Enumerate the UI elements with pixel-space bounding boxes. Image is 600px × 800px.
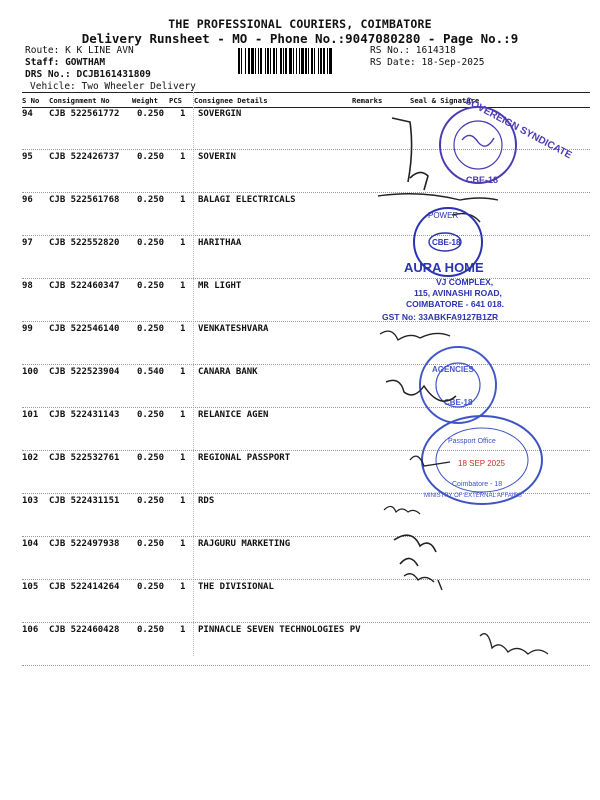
row-consignee: REGIONAL PASSPORT	[198, 453, 291, 463]
barcode-bar	[241, 48, 242, 74]
row-consignment: CJB 522431151	[49, 496, 120, 506]
row-sno: 94	[22, 109, 33, 119]
row-consignment: CJB 522523904	[49, 367, 120, 377]
col-consignee: Consignee Details	[194, 96, 268, 105]
table-row	[22, 150, 590, 193]
row-consignee: BALAGI ELECTRICALS	[198, 195, 296, 205]
col-remarks: Remarks	[352, 96, 383, 105]
row-weight: 0.250	[137, 453, 165, 463]
row-consignee: HARITHAA	[198, 238, 242, 248]
passport-stamp-ministry: MINISTRY OF EXTERNAL AFFAIRS	[424, 493, 522, 499]
row-pcs: 1	[180, 367, 186, 377]
row-weight: 0.250	[137, 582, 165, 592]
barcode-bar	[296, 48, 297, 74]
sovereign-stamp-code: CBE-18	[466, 175, 499, 185]
table-row	[22, 322, 590, 365]
row-pcs: 1	[180, 109, 186, 119]
agency-stamp-ring: AGENCIES	[432, 365, 474, 374]
row-sno: 101	[22, 410, 39, 420]
table-row	[22, 494, 590, 537]
barcode-bar	[293, 48, 294, 74]
runsheet-title: Delivery Runsheet - MO - Phone No.:9047080280 - Page No.:9	[81, 31, 519, 46]
col-sno: S No	[22, 96, 40, 105]
rs-no-value: 1614318	[415, 45, 456, 56]
barcode-bar	[258, 48, 259, 74]
row-consignment: CJB 522552820	[49, 238, 120, 248]
barcode-graphic	[238, 48, 366, 74]
route-line	[25, 45, 134, 57]
row-weight: 0.250	[137, 109, 165, 119]
sovereign-stamp-text: SOVEREIGN SYNDICATE	[462, 95, 574, 162]
row-pcs: 1	[180, 410, 186, 420]
barcode-bar	[273, 48, 275, 74]
row-weight: 0.250	[137, 539, 165, 549]
row-consignment: CJB 522532761	[49, 453, 120, 463]
passport-stamp-city: Coimbatore - 18	[452, 481, 503, 488]
row-consignee: VENKATESHVARA	[198, 324, 269, 334]
row-consignee: SOVERIN	[198, 152, 236, 162]
row-sno: 99	[22, 324, 33, 334]
row-weight: 0.250	[137, 152, 165, 162]
passport-stamp-office: Passport Office	[448, 438, 496, 445]
row-sno: 106	[22, 625, 39, 635]
row-sno: 97	[22, 238, 33, 248]
row-consignee: THE DIVISIONAL	[198, 582, 274, 592]
route-value: K K LINE AVN	[65, 45, 134, 56]
row-sno: 104	[22, 539, 39, 549]
row-sno: 102	[22, 453, 39, 463]
row-sno: 95	[22, 152, 33, 162]
row-sno: 103	[22, 496, 39, 506]
row-consignment: CJB 522546140	[49, 324, 120, 334]
row-consignment: CJB 522426737	[49, 152, 120, 162]
barcode-bar	[314, 48, 315, 74]
rs-date-label: RS Date:	[370, 57, 416, 68]
row-weight: 0.250	[137, 281, 165, 291]
table-row	[22, 279, 590, 322]
row-consignment: CJB 522561772	[49, 109, 120, 119]
col-weight: Weight	[132, 96, 158, 105]
runsheet-table	[22, 107, 590, 666]
row-pcs: 1	[180, 324, 186, 334]
staff-value: GOWTHAM	[65, 57, 106, 68]
barcode-bar	[301, 48, 304, 74]
barcode-bar	[308, 48, 309, 74]
barcode-bar	[248, 48, 250, 74]
row-consignment: CJB 522431143	[49, 410, 120, 420]
aura-seal-ring: POWER	[428, 211, 459, 220]
staff-label: Staff:	[25, 57, 60, 68]
row-pcs: 1	[180, 195, 186, 205]
drs-line	[25, 69, 151, 81]
row-weight: 0.250	[137, 238, 165, 248]
table-header	[22, 92, 590, 108]
row-consignment: CJB 522460428	[49, 625, 120, 635]
row-pcs: 1	[180, 582, 186, 592]
row-consignment: CJB 522561768	[49, 195, 120, 205]
row-consignee: RDS	[198, 496, 215, 506]
barcode-bar	[270, 48, 271, 74]
barcode-bar	[267, 48, 269, 74]
row-consignee: RAJGURU MARKETING	[198, 539, 291, 549]
col-pcs: PCS	[169, 96, 182, 105]
passport-stamp-date: 18 SEP 2025	[458, 459, 506, 468]
row-consignment: CJB 522460347	[49, 281, 120, 291]
row-weight: 0.250	[137, 410, 165, 420]
rs-date-line	[370, 57, 484, 68]
row-consignment: CJB 522497938	[49, 539, 120, 549]
barcode-bar	[329, 48, 332, 74]
col-consignment: Consignment No	[49, 96, 110, 105]
barcode-bar	[311, 48, 313, 74]
row-consignee: RELANICE AGEN	[198, 410, 269, 420]
table-row	[22, 193, 590, 236]
aura-addr1: VJ COMPLEX,	[436, 277, 494, 287]
row-pcs: 1	[180, 281, 186, 291]
company-name: THE PROFESSIONAL COURIERS, COIMBATORE	[168, 17, 432, 31]
row-consignee: CANARA BANK	[198, 367, 258, 377]
barcode-bar	[245, 48, 246, 74]
aura-addr3: COIMBATORE - 641 018.	[406, 299, 504, 309]
row-consignee: MR LIGHT	[198, 281, 242, 291]
row-consignee: SOVERGIN	[198, 109, 242, 119]
barcode-bar	[260, 48, 262, 74]
table-row	[22, 408, 590, 451]
aura-gst: GST No: 33ABKFA9127B1ZR	[382, 312, 499, 322]
barcode-bar	[318, 48, 319, 74]
barcode-bar	[305, 48, 307, 74]
row-pcs: 1	[180, 238, 186, 248]
row-sno: 98	[22, 281, 33, 291]
drs-value: DCJB161431809	[76, 69, 151, 80]
row-pcs: 1	[180, 539, 186, 549]
row-pcs: 1	[180, 453, 186, 463]
barcode-bar	[327, 48, 328, 74]
barcode-bar	[265, 48, 266, 74]
row-consignment: CJB 522414264	[49, 582, 120, 592]
table-row	[22, 236, 590, 279]
row-consignee: PINNACLE SEVEN TECHNOLOGIES PV	[198, 625, 361, 635]
table-row	[22, 580, 590, 623]
barcode-bar	[238, 48, 240, 74]
table-row	[22, 451, 590, 494]
rs-date-value: 18-Sep-2025	[421, 57, 485, 68]
barcode-bar	[289, 48, 292, 74]
aura-name: AURA HOME	[404, 260, 484, 275]
row-weight: 0.250	[137, 195, 165, 205]
row-weight: 0.250	[137, 324, 165, 334]
col-seal-signature: Seal & Signature	[410, 96, 480, 105]
rs-no-label: RS No.:	[370, 45, 411, 56]
row-weight: 0.250	[137, 625, 165, 635]
staff-line	[25, 57, 105, 69]
route-label: Route:	[25, 45, 60, 56]
row-weight: 0.250	[137, 496, 165, 506]
table-row	[22, 107, 590, 150]
row-weight: 0.540	[137, 367, 165, 377]
barcode-bar	[285, 48, 287, 74]
vehicle-label: Vehicle:	[30, 81, 76, 92]
row-pcs: 1	[180, 496, 186, 506]
row-sno: 100	[22, 367, 39, 377]
drs-label: DRS No.:	[25, 69, 71, 80]
row-pcs: 1	[180, 152, 186, 162]
table-row	[22, 365, 590, 408]
table-row	[22, 623, 590, 666]
row-sno: 105	[22, 582, 39, 592]
barcode-bar	[251, 48, 254, 74]
vehicle-value: Two Wheeler Delivery	[81, 81, 196, 92]
barcode-bar	[255, 48, 256, 74]
aura-seal-center: CBE-18	[432, 238, 461, 247]
barcode-bar	[283, 48, 284, 74]
barcode-bar	[276, 48, 277, 74]
barcode-bar	[323, 48, 325, 74]
barcode-bar	[320, 48, 322, 74]
row-sno: 96	[22, 195, 33, 205]
table-row	[22, 537, 590, 580]
barcode-bar	[280, 48, 282, 74]
row-pcs: 1	[180, 625, 186, 635]
agency-stamp-center: CBE-18	[444, 398, 473, 407]
barcode-bar	[299, 48, 300, 74]
aura-addr2: 115, AVINASHI ROAD,	[414, 288, 502, 298]
rs-number-line	[370, 45, 456, 56]
